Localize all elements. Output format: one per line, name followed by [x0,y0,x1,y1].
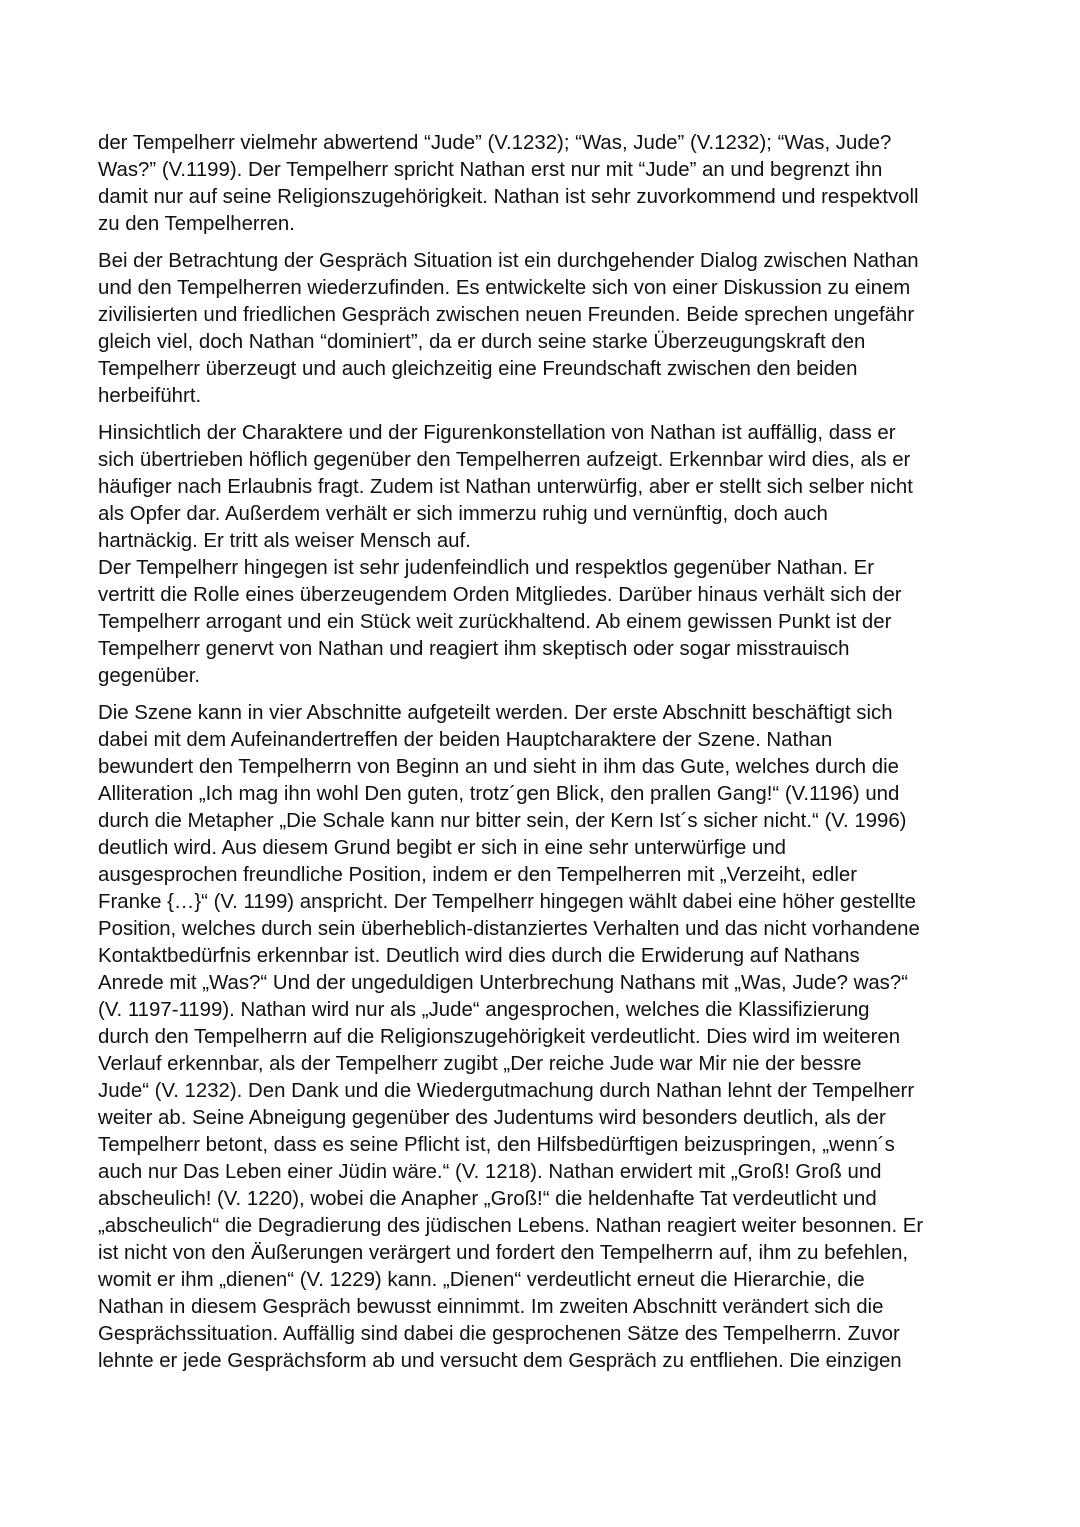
document-page [98,130,982,1385]
paragraph-nathan-character: Hinsichtlich der Charaktere und der Figurenkonstellation von Nathan ist auffällig, dass er sich übertrieben höflich gegenüber den Tempelherren aufzeigt. Erkennbar wird dies, als er häufiger nach Erlaubnis fragt. Zudem ist Nathan unterwürfig, aber er stellt sich selber nicht als Opfer dar. Außerdem verhält er sich immerzu ruhig und vernünftig, doch auch hartnäckig. Er tritt als weiser Mensch auf. [98,422,913,552]
paragraph-dialog-situation: Bei der Betrachtung der Gespräch Situation ist ein durchgehender Dialog zwischen Nathan und den Tempelherren wiederzufinden. Es entwickelte sich von einer Diskussion zu einem zivilisierten und friedlichen Gespräch zwischen neuen Freunden. Beide sprechen ungefähr gleich viel, doch Nathan “dominiert”, da er durch seine starke Überzeugungskraft den Tempelherr überzeugt und auch gleichzeitig eine Freundschaft zwischen den beiden herbeiführt. [98,250,919,407]
paragraph-tempelherr-character: Der Tempelherr hingegen ist sehr judenfeindlich und respektlos gegenüber Nathan. Er vertritt die Rolle eines überzeugendem Orden Mitgliedes. Darüber hinaus verhält sich der Tempelherr arrogant und ein Stück weit zurückhaltend. Ab einem gewissen Punkt ist der Tempelherr genervt von Nathan und reagiert ihm skeptisch oder sogar misstrauisch gegenüber. [98,557,902,687]
paragraph-scene-analysis: Die Szene kann in vier Abschnitte aufgeteilt werden. Der erste Abschnitt beschäftigt sich dabei mit dem Aufeinandertreffen der beiden Hauptcharaktere der Szene. Nathan bewundert den Tempelherrn von Beginn an und sieht in ihm das Gute, welches durch die Alliteration „Ich mag ihn wohl Den guten, trotz´gen Blick, den prallen Gang!“ (V.1196) und durch die Metapher „Die Schale kann nur bitter sein, der Kern Ist´s sicher nicht.“ (V. 1996) deutlich wird. Aus diesem Grund begibt er sich in eine sehr unterwürfige und ausgesprochen freundliche Position, indem er den Tempelherren mit „Verzeiht, edler Franke {…}“ (V. 1199) anspricht. Der Tempelherr hingegen wählt dabei eine höher gestellte Position, welches durch sein überheblich-distanziertes Verhalten und das nicht vorhandene Kontaktbedürfnis erkennbar ist. Deutlich wird dies durch die Erwiderung auf Nathans Anrede mit „Was?“ Und der ungeduldigen Unterbrechung Nathans mit „Was, Jude? was?“ (V. 1197-1199). Nathan wird nur als „Jude“ angesprochen, welches die Klassifizierung durch den Tempelherrn auf die Religionszugehörigkeit verdeutlicht. Dies wird im weiteren Verlauf erkennbar, als der Tempelherr zugibt „Der reiche Jude war Mir nie der bessre Jude“ (V. 1232). Den Dank und die Wiedergutmachung durch Nathan lehnt der Tempelherr weiter ab. Seine Abneigung gegenüber des Judentums wird besonders deutlich, als der Tempelherr betont, dass es seine Pflicht ist, den Hilfsbedürftigen beizuspringen, „wenn´s auch nur Das Leben einer Jüdin wäre.“ (V. 1218). Nathan erwidert mit „Groß! Groß und abscheulich! (V. 1220), wobei die Anapher „Groß!“ die heldenhafte Tat verdeutlicht und „abscheulich“ die Degradierung des jüdischen Lebens. Nathan reagiert weiter besonnen. Er ist nicht von den Äußerungen verärgert und fordert den Tempelherrn auf, ihm zu befehlen, womit er ihm „dienen“ (V. 1229) kann. „Dienen“ verdeutlicht erneut die Hierarchie, die Nathan in diesem Gespräch bewusst einnimmt. Im zweiten Abschnitt verändert sich die Gesprächssituation. Auffällig sind dabei die gesprochenen Sätze des Tempelherrn. Zuvor lehnte er jede Gesprächsform ab und versucht dem Gespräch zu entfliehen. Die einzigen [98,702,924,1372]
paragraph-intro-continuation: der Tempelherr vielmehr abwertend “Jude” (V.1232); “Was, Jude” (V.1232); “Was, Jude? Was?” (V.1199). Der Tempelherr spricht Nathan erst nur mit “Jude” an und begrenzt ihn damit nur auf seine Religionszugehörigkeit. Nathan ist sehr zuvorkommend und respektvoll zu den Tempelherren. [98,132,919,235]
